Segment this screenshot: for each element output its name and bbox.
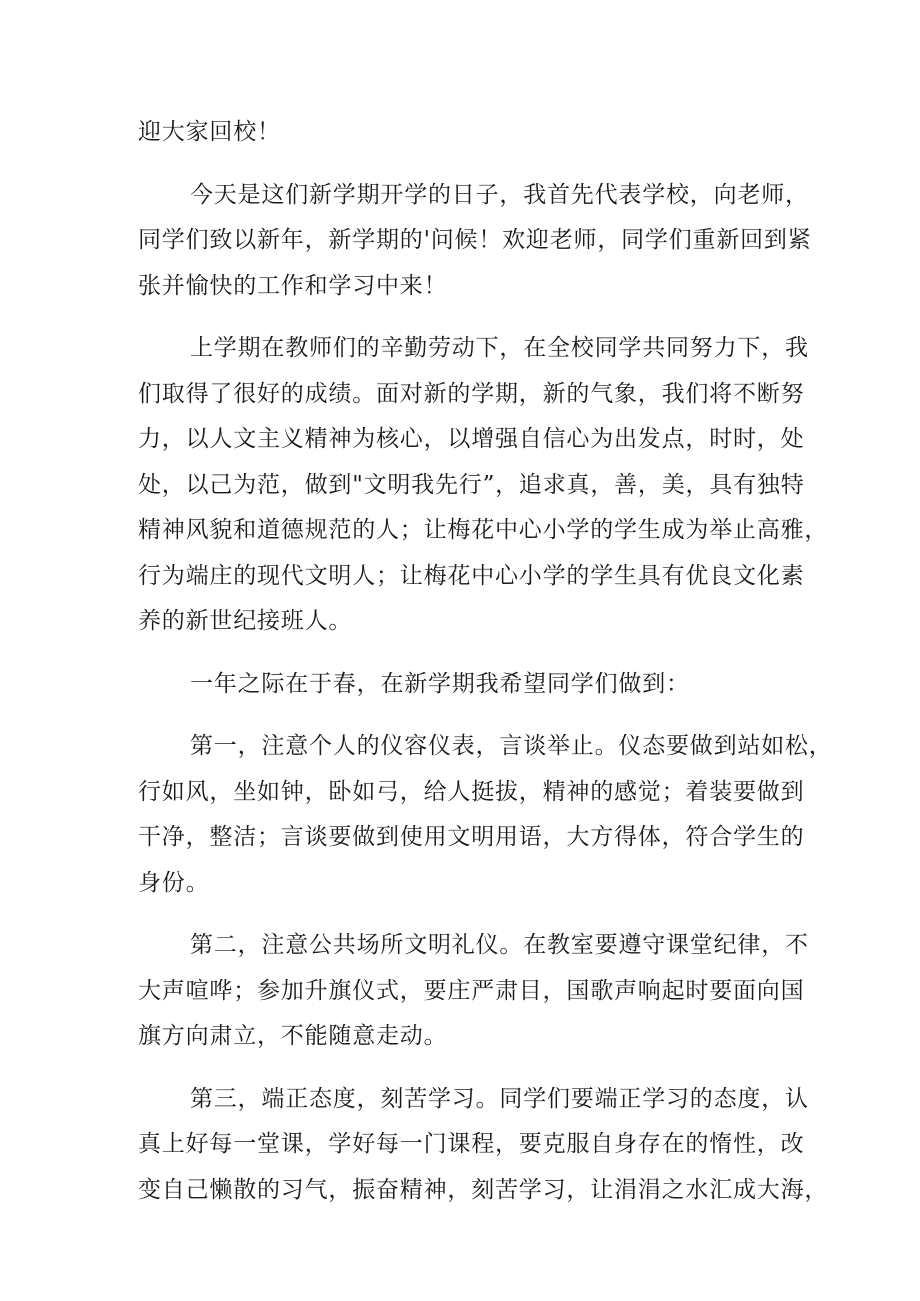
- text-line: 第二，注意公共场所文明礼仪。在教室要遵守课堂纪律，不: [190, 932, 809, 958]
- paragraph: [138, 110, 810, 156]
- paragraph: [138, 1077, 829, 1214]
- paragraph: [138, 662, 810, 708]
- text-line: 旗方向肃立，不能随意走动。: [138, 1023, 448, 1049]
- text-line: 第三，端正态度，刻苦学习。同学们要端正学习的态度，认: [190, 1085, 809, 1112]
- document-body: [138, 110, 833, 1230]
- text-line: 迎大家回校！: [138, 119, 281, 145]
- text-line: 真上好每一堂课，学好每一门课程，要克服自身存在的惰性，改: [138, 1131, 805, 1157]
- text-line: 养的新世纪接班人。: [138, 608, 353, 634]
- text-line: 上学期在教师们的辛勤劳动下，在全校同学共同努力下，我: [190, 335, 809, 361]
- text-line: 今天是这们新学期开学的日子，我首先代表学校，向老师，: [190, 181, 809, 208]
- text-line: 处，以己为范，做到"文明我先行”，追求真，善，美，具有独特: [138, 471, 805, 498]
- text-line: 身份。: [138, 869, 210, 896]
- text-line: 大声喧哗；参加升旗仪式，要庄严肃目，国歌声响起时要面向国: [138, 977, 805, 1004]
- text-line: 张并愉快的工作和学习中来！: [138, 272, 448, 299]
- paragraph: [138, 724, 833, 906]
- text-line: 行如风，坐如钟，卧如弓，给人挺拔，精神的感觉；着装要做到: [138, 778, 805, 805]
- text-line: 干净，整洁；言谈要做到使用文明用语，大方得体，符合学生的: [138, 824, 805, 850]
- text-line: 同学们致以新年，新学期的'问候！欢迎老师，同学们重新回到紧: [138, 227, 812, 253]
- text-line: 们取得了很好的成绩。面对新的学期，新的气象，我们将不断努: [138, 380, 805, 407]
- text-line: 行为端庄的现代文明人；让梅花中心小学的学生具有优良文化素: [138, 562, 805, 589]
- text-line: 变自己懒散的习气，振奋精神，刻苦学习，让涓涓之水汇成大海，: [138, 1176, 829, 1203]
- text-line: 力，以人文主义精神为核心，以增强自信心为出发点，时时，处: [138, 426, 805, 452]
- text-line: 第一，注意个人的仪容仪表，言谈举止。仪态要做到站如松，: [190, 733, 833, 759]
- paragraph: [138, 326, 829, 645]
- text-line: 一年之际在于春，在新学期我希望同学们做到：: [190, 670, 690, 697]
- paragraph: [138, 923, 810, 1060]
- text-line: 精神风貌和道德规范的人；让梅花中心小学的学生成为举止高雅，: [138, 517, 829, 543]
- paragraph: [138, 173, 810, 310]
